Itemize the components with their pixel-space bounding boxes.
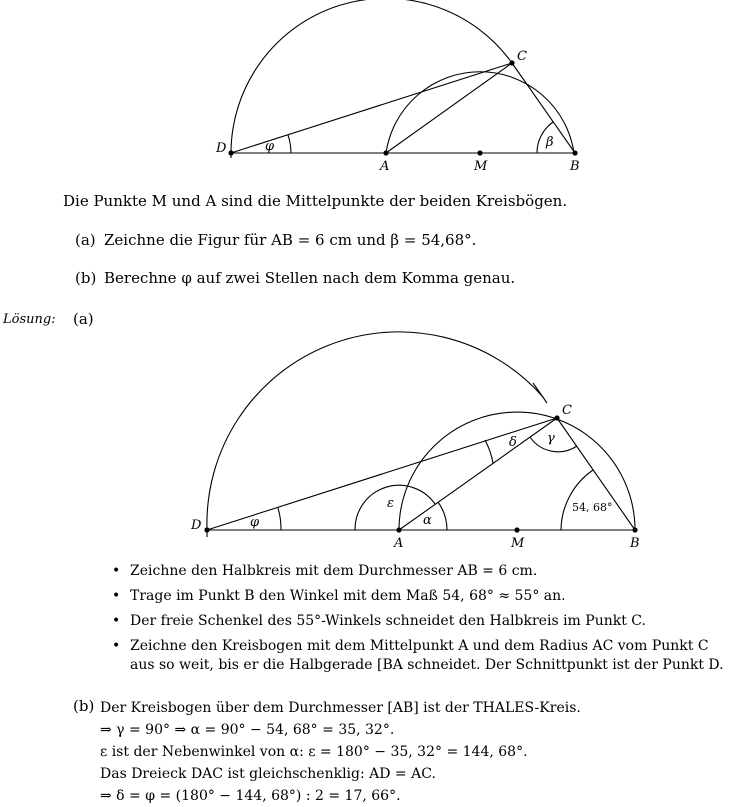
construction-steps	[112, 562, 732, 681]
solution-b-line: ⇒ γ = 90° ⇒ α = 90° − 54, 68° = 35, 32°.	[100, 722, 395, 738]
solution-heading: Lösung:	[3, 312, 56, 327]
point-c-label: C	[517, 49, 527, 64]
segment-bc	[512, 63, 575, 153]
point-a-label: A	[380, 159, 390, 174]
angle-alpha-label: α	[423, 513, 432, 528]
angle-beta-value-label: 54, 68°	[572, 501, 613, 514]
part-a-label: (a)	[75, 231, 96, 249]
solution-b-line: ε ist der Nebenwinkel von α: ε = 180° − 35, 32° = 144, 68°.	[100, 744, 528, 760]
part-a-text: Zeichne die Figur für AB = 6 cm und β = 54,68°.	[104, 231, 477, 249]
angle-gamma-label: γ	[547, 431, 555, 446]
problem-intro: Die Punkte M und A sind die Mittelpunkte der beiden Kreisbögen.	[63, 192, 568, 210]
list-item: • Der freie Schenkel des 55°-Winkels schneidet den Halbkreis im Punkt C.	[112, 612, 732, 631]
point-m2-label: M	[511, 536, 525, 551]
alpha-arc	[438, 502, 447, 530]
point-m-label: M	[474, 159, 488, 174]
part-b-label: (b)	[75, 269, 97, 287]
point-b2-label: B	[630, 536, 640, 551]
solution-b-label: (b)	[73, 697, 95, 715]
big-arc-2	[207, 332, 543, 530]
segment-dc-2	[207, 418, 557, 530]
solution-b-block	[100, 697, 581, 807]
point-a2-label: A	[394, 536, 404, 551]
list-item: • Trage im Punkt B den Winkel mit dem Maß 54, 68° ≈ 55° an.	[112, 587, 732, 606]
angle-epsilon-label: ε	[387, 496, 394, 511]
angle-delta-label: δ	[509, 435, 517, 450]
angle-phi-label: φ	[265, 139, 275, 154]
solution-b-line: ⇒ δ = φ = (180° − 144, 68°) : 2 = 17, 66°.	[100, 788, 401, 804]
point-d-label: D	[216, 141, 227, 156]
list-item: • Zeichne den Halbkreis mit dem Durchmesser AB = 6 cm.	[112, 562, 732, 581]
point-b-label: B	[570, 159, 580, 174]
part-b-text: Berechne φ auf zwei Stellen nach dem Komma genau.	[104, 269, 516, 287]
point-d2-label: D	[191, 518, 202, 533]
angle-beta-label: β	[546, 135, 554, 150]
delta-arc	[485, 440, 493, 463]
solution-b-line: Das Dreieck DAC ist gleichschenklig: AD = AC.	[100, 766, 436, 782]
phi-arc-2	[278, 508, 281, 530]
list-item: • Zeichne den Kreisbogen mit dem Mittelpunkt A und dem Radius AC vom Punkt C aus so weit, bis er die Halbgerade [BA schneidet. Der Schnittpunkt ist der Punkt D.	[112, 637, 732, 675]
solution-a-label: (a)	[73, 310, 94, 328]
point-c2-label: C	[562, 403, 572, 418]
solution-b-line: Der Kreisbogen über dem Durchmesser [AB] ist der THALES-Kreis.	[100, 700, 581, 716]
phi-arc	[288, 135, 291, 153]
angle-phi2-label: φ	[250, 515, 260, 530]
beta-arc-2	[561, 470, 593, 530]
